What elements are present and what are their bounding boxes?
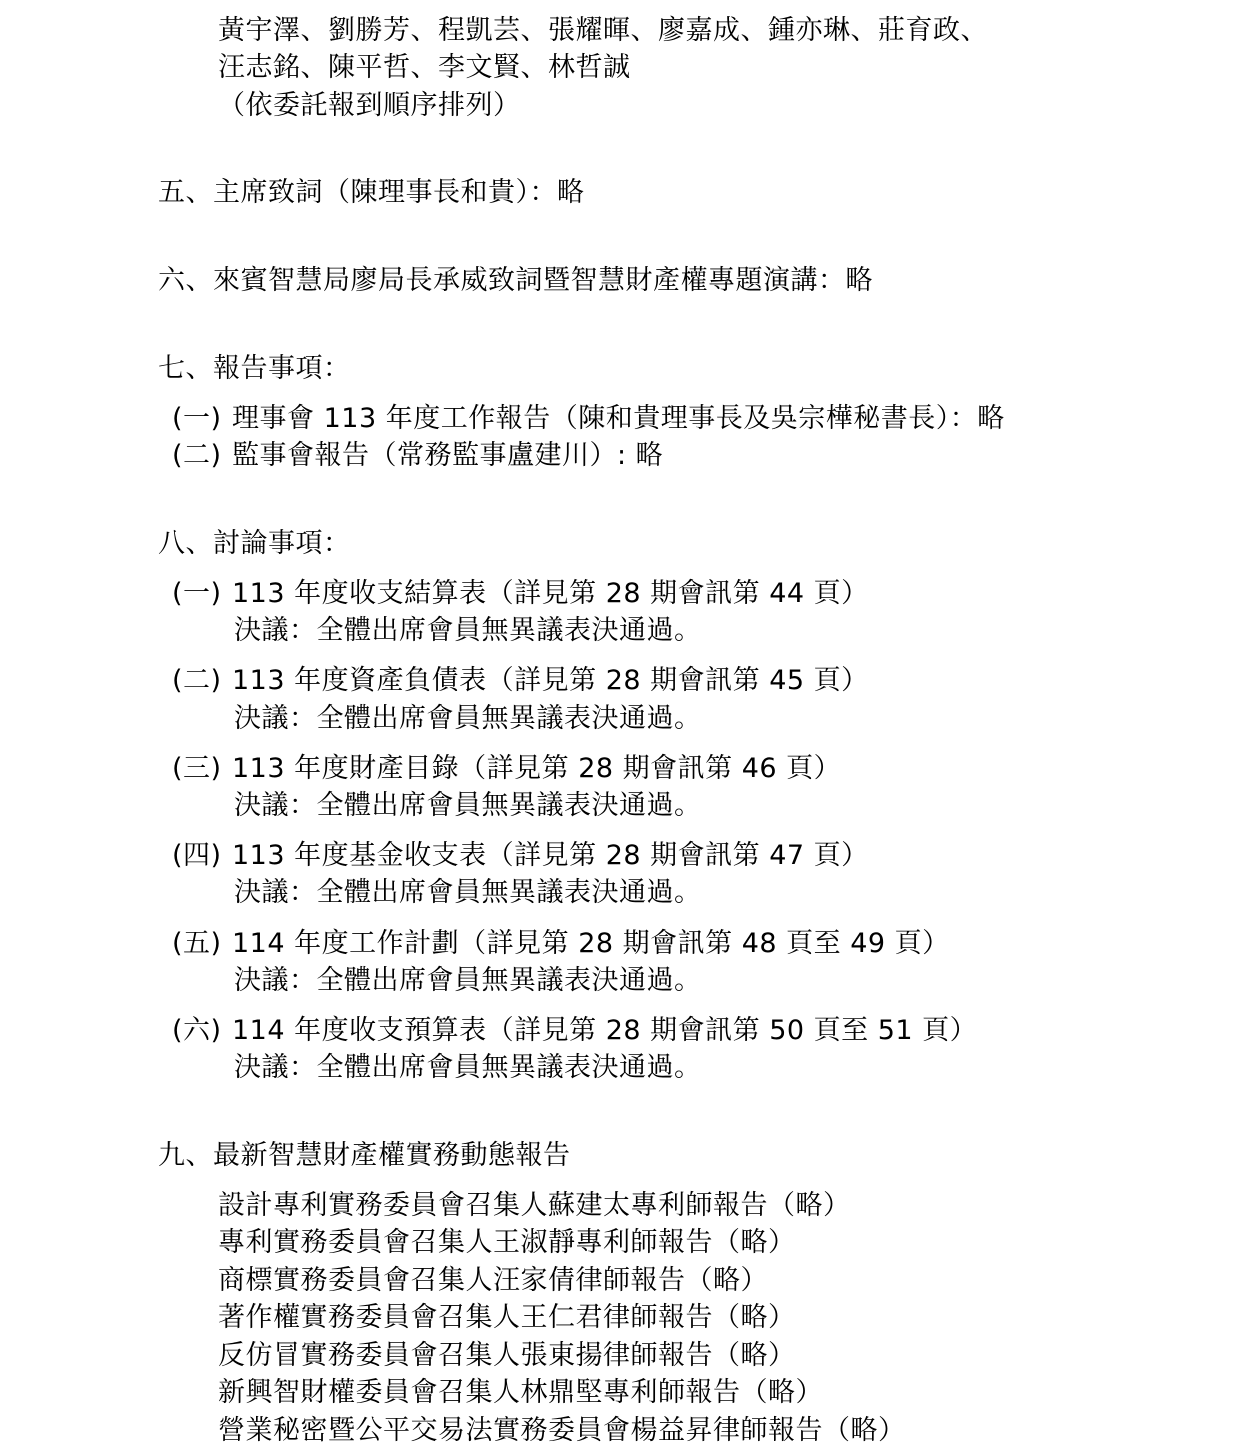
discussion-item-resolution: 決議：全體出席會員無異議表決通過。 bbox=[234, 790, 702, 821]
committee-report-line: 著作權實務委員會召集人王仁君律師報告（略） bbox=[218, 1302, 796, 1333]
discussion-item bbox=[172, 575, 869, 612]
committee-report-line: 設計專利實務委員會召集人蘇建太專利師報告（略） bbox=[218, 1190, 851, 1221]
report-item bbox=[172, 437, 663, 474]
discussion-item bbox=[172, 837, 869, 874]
report-item bbox=[172, 400, 1005, 437]
committee-report-line: 營業秘密暨公平交易法實務委員會楊益昇律師報告（略） bbox=[218, 1415, 906, 1446]
discussion-item bbox=[172, 1012, 977, 1049]
report-item-text: 監事會報告（常務監事盧建川）: 略 bbox=[232, 440, 664, 471]
discussion-item-text: 114 年度收支預算表（詳見第 28 期會訊第 50 頁至 51 頁） bbox=[232, 1015, 978, 1046]
discussion-item-number: (二) bbox=[172, 665, 222, 696]
report-item-text: 理事會 113 年度工作報告（陳和貴理事長及吳宗樺秘書長）：略 bbox=[232, 403, 1005, 434]
discussion-item bbox=[172, 662, 869, 699]
committee-report-line: 新興智財權委員會召集人林鼎堅專利師報告（略） bbox=[218, 1377, 823, 1408]
discussion-item-text: 114 年度工作計劃（詳見第 28 期會訊第 48 頁至 49 頁） bbox=[232, 928, 950, 959]
discussion-item-text: 113 年度收支結算表（詳見第 28 期會訊第 44 頁） bbox=[232, 578, 869, 609]
discussion-item-resolution: 決議：全體出席會員無異議表決通過。 bbox=[234, 965, 702, 996]
discussion-item-resolution: 決議：全體出席會員無異議表決通過。 bbox=[234, 877, 702, 908]
discussion-item-resolution: 決議：全體出席會員無異議表決通過。 bbox=[234, 703, 702, 734]
discussion-item-number: (五) bbox=[172, 928, 222, 959]
discussion-item-number: (一) bbox=[172, 578, 222, 609]
discussion-item-text: 113 年度基金收支表（詳見第 28 期會訊第 47 頁） bbox=[232, 840, 869, 871]
section-9-heading: 九、最新智慧財產權實務動態報告 bbox=[158, 1140, 571, 1171]
section-8-heading: 八、討論事項： bbox=[158, 528, 351, 559]
committee-report-line: 反仿冒實務委員會召集人張東揚律師報告（略） bbox=[218, 1340, 796, 1371]
discussion-item bbox=[172, 925, 950, 962]
discussion-item-number: (三) bbox=[172, 753, 222, 784]
discussion-item-text: 113 年度資產負債表（詳見第 28 期會訊第 45 頁） bbox=[232, 665, 869, 696]
attendee-list-line-1: 黃宇澤、劉勝芳、程凱芸、張耀暉、廖嘉成、鍾亦琳、莊育政、 bbox=[218, 15, 988, 46]
report-item-number: (二) bbox=[172, 440, 222, 471]
discussion-item-resolution: 決議：全體出席會員無異議表決通過。 bbox=[234, 615, 702, 646]
discussion-item-number: (六) bbox=[172, 1015, 222, 1046]
discussion-item-number: (四) bbox=[172, 840, 222, 871]
attendee-list-line-2: 汪志銘、陳平哲、李文賢、林哲誠 bbox=[218, 52, 631, 83]
committee-report-line: 專利實務委員會召集人王淑靜專利師報告（略） bbox=[218, 1227, 796, 1258]
attendee-order-note: （依委託報到順序排列） bbox=[218, 90, 521, 121]
discussion-item-resolution: 決議：全體出席會員無異議表決通過。 bbox=[234, 1052, 702, 1083]
discussion-item-text: 113 年度財產目錄（詳見第 28 期會訊第 46 頁） bbox=[232, 753, 842, 784]
section-7-heading: 七、報告事項： bbox=[158, 353, 351, 384]
section-6-heading: 六、來賓智慧局廖局長承威致詞暨智慧財產權專題演講：略 bbox=[158, 265, 873, 296]
discussion-item bbox=[172, 750, 841, 787]
section-5-heading: 五、主席致詞（陳理事長和貴）：略 bbox=[158, 177, 585, 208]
report-item-number: (一) bbox=[172, 403, 222, 434]
committee-report-line: 商標實務委員會召集人汪家倩律師報告（略） bbox=[218, 1265, 768, 1296]
